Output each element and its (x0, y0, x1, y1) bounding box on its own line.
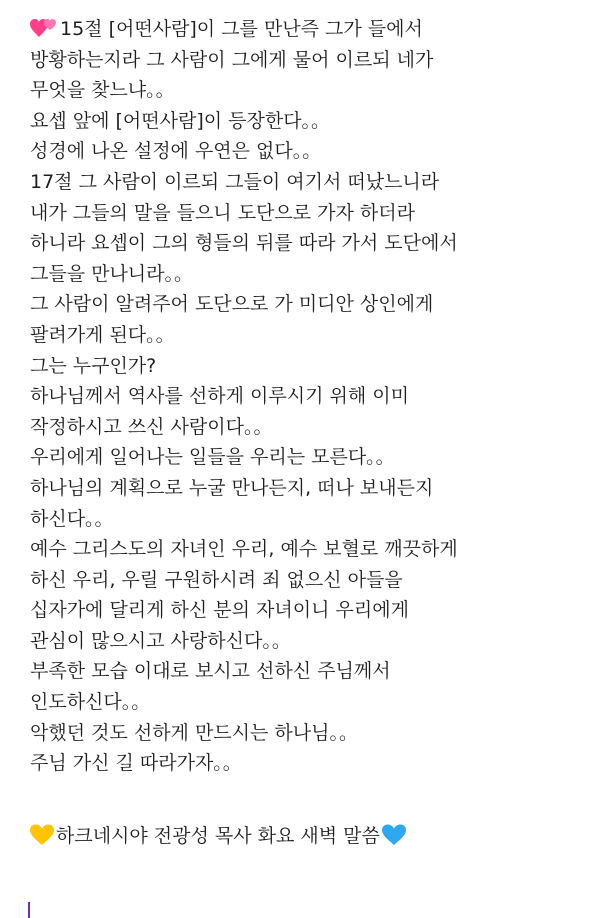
text-line-content: 하니라 요셉이 그의 형들의 뒤를 따라 가서 도단에서 (30, 232, 458, 255)
text-line-content: 부족한 모습 이대로 보시고 선하신 주님께서 (30, 660, 391, 683)
text-line (30, 320, 594, 351)
text-line-content: 팔려가게 된다。。 (30, 323, 175, 346)
text-line-content: 하나님의 계획으로 누굴 만나든지, 떠나 보내든지 (30, 476, 434, 499)
text-line-content: 요셉 앞에 [어떤사람]이 등장한다。。 (30, 109, 331, 132)
text-line-content: 하나님께서 역사를 선하게 이루시기 위해 이미 (30, 385, 409, 408)
text-line (30, 351, 594, 382)
text-line-content: 십자가에 달리게 하신 분의 자녀이니 우리에게 (30, 599, 409, 622)
text-line-content: 작정하시고 쓰신 사람이다。。 (30, 415, 273, 438)
text-line-content: 그 사람이 알려주어 도단으로 가 미디안 상인에게 (30, 293, 434, 316)
text-line-content: 그는 누구인가? (30, 354, 157, 377)
two-hearts-icon (30, 17, 58, 39)
blue-heart-icon (382, 824, 406, 846)
text-line (30, 687, 594, 718)
text-line (30, 504, 594, 535)
text-line (30, 228, 594, 259)
text-line (30, 473, 594, 504)
text-line (30, 442, 594, 473)
text-line-content: 15절 [어떤사람]이 그를 만난즉 그가 들에서 (60, 18, 423, 40)
text-line (30, 75, 594, 106)
text-line (30, 595, 594, 626)
text-line-content: 17절 그 사람이 이르되 그들이 여기서 떠났느니라 (30, 170, 440, 193)
text-line-content: 예수 그리스도의 자녀인 우리, 예수 보혈로 깨끗하게 (30, 538, 458, 561)
text-line-content: 관심이 많으시고 사랑하신다。。 (30, 629, 291, 652)
text-line (30, 259, 594, 290)
text-line (30, 412, 594, 443)
note-body (30, 14, 594, 852)
text-cursor (28, 902, 30, 918)
text-line-content: 악했던 것도 선하게 만드시는 하나님。。 (30, 721, 358, 744)
text-line (30, 136, 594, 167)
text-line (30, 534, 594, 565)
yellow-heart-icon (30, 824, 54, 846)
text-line (30, 381, 594, 412)
text-line-content: 우리에게 일어나는 일들을 우리는 모른다。。 (30, 446, 395, 469)
text-line-content: 방황하는지라 그 사람이 그에게 물어 이르되 네가 (30, 48, 434, 71)
text-line (30, 565, 594, 596)
text-line-content: 하신다。。 (30, 507, 114, 530)
text-line (30, 656, 594, 687)
text-line-content: 주님 가신 길 따라가자。。 (30, 752, 242, 775)
text-line (30, 748, 594, 779)
text-line-content: 무엇을 찾느냐。。 (30, 79, 175, 102)
text-line-content: 그들을 만나니라。。 (30, 262, 194, 285)
blank-line (30, 779, 594, 810)
text-line (30, 45, 594, 76)
text-line-content: 내가 그들의 말을 들으니 도단으로 가자 하더라 (30, 201, 415, 224)
text-line (30, 106, 594, 137)
text-line (30, 198, 594, 229)
footer-line (30, 821, 594, 852)
text-line-content: 인도하신다。。 (30, 691, 151, 714)
footer-text: 하크네시야 전광성 목사 화요 새벽 말씀 (56, 825, 380, 848)
text-line (30, 167, 594, 198)
text-line (30, 289, 594, 320)
text-line (30, 626, 594, 657)
text-line-content: 하신 우리, 우릴 구원하시려 죄 없으신 아들을 (30, 568, 403, 591)
text-line (30, 14, 594, 45)
text-line (30, 718, 594, 749)
text-line-content: 성경에 나온 설정에 우연은 없다。。 (30, 140, 322, 163)
